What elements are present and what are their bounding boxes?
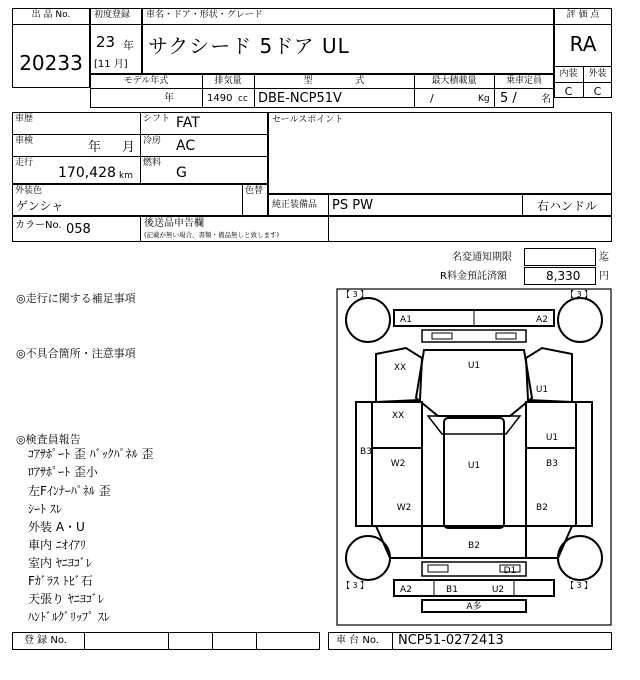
driving-notes-label: ◎走行に関する補足事項	[16, 292, 136, 305]
mark-right-front-door-lower: B3	[546, 459, 558, 469]
mark-front-bumper-left: A1	[400, 315, 412, 325]
tire-label-fr: 【 3 】	[566, 290, 593, 299]
fuel: G	[176, 165, 187, 181]
report-line: ｼｰﾄ ｽﾚ	[28, 502, 62, 516]
tire-label-fl: 【 3 】	[342, 290, 369, 299]
mark-rear-gate: B2	[468, 541, 480, 551]
max-load-unit: Kg	[478, 94, 490, 104]
docs-label: 後送品申告欄	[144, 218, 204, 229]
mark-right-rear-door: B2	[536, 503, 548, 513]
tire-label-rr: 【 3 】	[566, 581, 593, 590]
report-line: 左Fｲﾝﾅｰﾊﾟﾈﾙ 歪	[28, 484, 111, 498]
exterior-color: ゲンシャ	[16, 199, 64, 213]
first-registration-label: 初度登録	[94, 10, 131, 20]
shift-label: シフト	[143, 114, 171, 124]
mark-left-sill: B3	[360, 447, 372, 457]
car-name-label: 車名・ドア・形状・グレード	[146, 10, 263, 20]
report-line: ﾊﾝﾄﾞﾙｸﾞﾘｯﾌﾟ ｽﾚ	[28, 610, 110, 624]
mark-right-fender: U1	[535, 385, 549, 395]
displacement: 1490	[207, 93, 233, 104]
type-label: 型 式	[303, 76, 365, 86]
deadline-unit: 迄	[599, 252, 609, 263]
mark-left-fender: XX	[393, 363, 407, 373]
displacement-unit: cc	[238, 94, 248, 104]
tire-front-right	[558, 298, 602, 342]
lot-number: 20233	[19, 51, 83, 75]
report-line: 天張り ﾔﾆﾖｺﾞﾚ	[28, 592, 104, 606]
color-change-label: 色替	[245, 186, 264, 196]
interior-label: 内装	[559, 69, 578, 79]
car-name: サクシード 5ドア UL	[148, 34, 350, 58]
mark-rear-lamp: D1	[503, 566, 517, 576]
lot-box	[12, 8, 90, 88]
registration-year: 23	[96, 33, 116, 51]
left-sill	[356, 402, 372, 526]
score-label: 評 価 点	[566, 10, 600, 20]
ac: AC	[176, 138, 196, 154]
capacity-unit: 名	[541, 94, 551, 105]
sales-point-label: セールスポイント	[272, 115, 344, 125]
right-sill	[576, 402, 592, 526]
left-front-fender	[376, 348, 422, 402]
mark-left-front-door: XX	[391, 411, 405, 421]
chassis-no-label: 車 台 No.	[336, 635, 379, 646]
steering: 右ハンドル	[536, 199, 597, 213]
model-year-unit: 年	[164, 93, 174, 104]
docs-note: (記載が無い場合、書類・備品無しと致します)	[144, 231, 280, 239]
exterior-label: 外装	[588, 69, 607, 79]
recycle-label: R料金預託済額	[440, 271, 507, 282]
color-no-box	[12, 216, 612, 242]
mileage: 170,428	[58, 165, 116, 181]
model-year-label: モデル年式	[123, 76, 169, 86]
ac-label: 冷房	[143, 136, 162, 146]
right-front-fender	[526, 348, 572, 402]
tire-label-rl: 【 3 】	[342, 581, 369, 590]
report-line: 室内 ﾔﾆﾖｺﾞﾚ	[28, 556, 92, 570]
report-line: ﾛｱｻﾎﾟｰﾄ 歪小	[28, 465, 98, 479]
equipment: PS PW	[332, 198, 373, 213]
inspection-month: 月	[122, 140, 136, 155]
registration-year-unit: 年	[123, 39, 134, 52]
equipment-label: 純正装備品	[272, 200, 318, 210]
shift: FAT	[176, 115, 200, 131]
inspector-report-label: ◎検査員報告	[16, 433, 81, 446]
left-front-door	[372, 402, 422, 448]
mark-rear-bumper-left: A2	[400, 585, 412, 595]
registration-month: [11 月]	[94, 59, 128, 70]
report-line: 車内 ﾆｵｲｱﾘ	[28, 538, 86, 552]
rear-bumper	[394, 580, 554, 596]
history-label: 車歴	[15, 114, 34, 124]
mark-roof: U1	[467, 461, 481, 471]
color-no: 058	[66, 222, 91, 237]
overall-score: RA	[569, 32, 597, 56]
registration-no-label: 登 録 No.	[24, 635, 67, 646]
fuel-label: 燃料	[143, 158, 162, 168]
defects-label: ◎不具合箇所・注意事項	[16, 347, 136, 360]
deadline-label: 名変通知期限	[452, 252, 512, 263]
capacity-label: 乗車定員	[505, 76, 542, 86]
interior-grade: C	[564, 85, 573, 98]
report-line: Fｶﾞﾗｽ ﾄﾋﾞ石	[28, 574, 93, 588]
lot-label: 出 品 No.	[31, 10, 71, 20]
mark-left-front-door-lower: W2	[390, 459, 406, 469]
color-no-label: カラーNo.	[15, 220, 62, 231]
mark-hood: U1	[467, 361, 481, 371]
mileage-unit: km	[119, 171, 133, 181]
front-grille	[422, 330, 526, 342]
mark-rear-skirt: A多	[466, 602, 482, 612]
deadline-box	[524, 248, 596, 266]
inspection-year: 年	[88, 140, 102, 155]
model-type: DBE-NCP51V	[258, 91, 342, 106]
chassis-no: NCP51-0272413	[398, 633, 504, 648]
capacity: 5 /	[500, 91, 517, 106]
color-label: 外装色	[15, 186, 43, 196]
mark-left-rear-door: W2	[396, 503, 412, 513]
displacement-label: 排気量	[214, 76, 242, 86]
mark-rear-bumper-center: B1	[446, 585, 458, 595]
report-line: ｺｱｻﾎﾟｰﾄ 歪 ﾊﾞｯｸﾊﾟﾈﾙ 歪	[28, 447, 154, 461]
mark-front-bumper-right: A2	[536, 315, 548, 325]
car-damage-diagram	[336, 288, 612, 628]
hood	[416, 350, 532, 416]
exterior-grade: C	[593, 85, 602, 98]
report-line: 外装 A・U	[28, 520, 85, 534]
inspection-label: 車検	[15, 136, 34, 146]
max-load: /	[430, 92, 434, 105]
recycle-unit: 円	[599, 271, 609, 282]
tire-front-left	[346, 298, 390, 342]
mark-right-front-door: U1	[545, 433, 559, 443]
mark-rear-bumper-right: U2	[491, 585, 505, 595]
recycle-fee: 8,330	[546, 269, 581, 283]
mileage-label: 走行	[15, 158, 34, 168]
max-load-label: 最大積載量	[431, 76, 477, 86]
